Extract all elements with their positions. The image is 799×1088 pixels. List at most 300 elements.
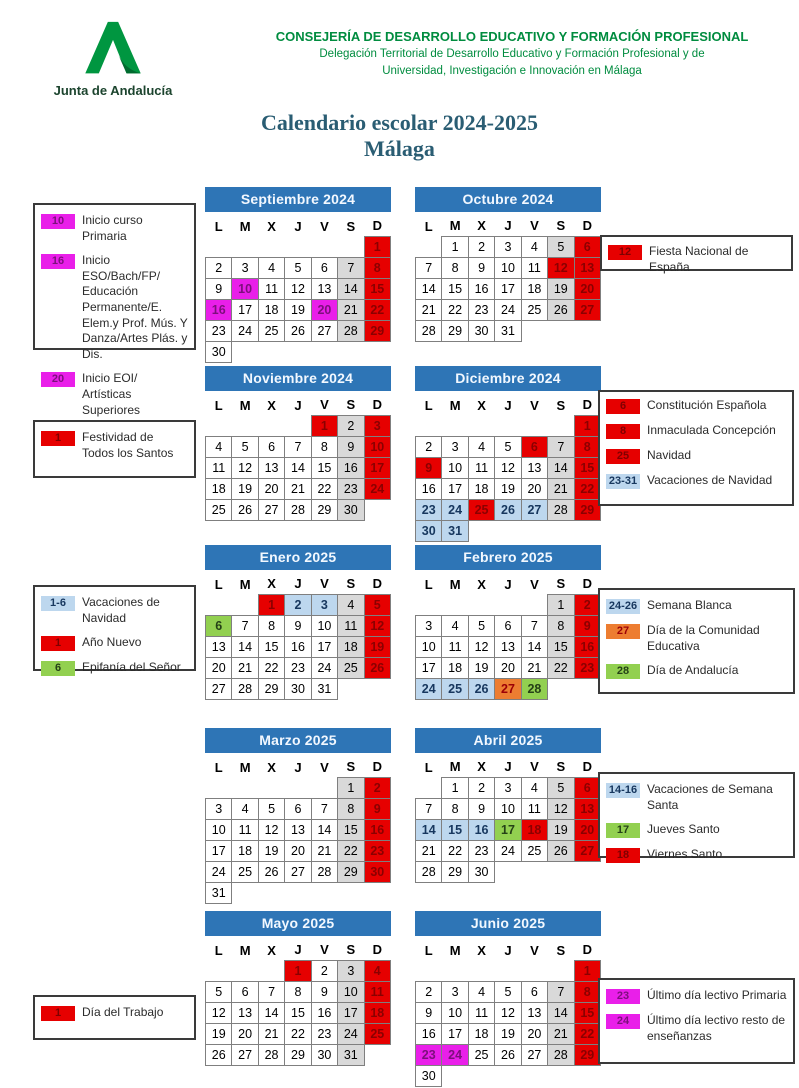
day-cell: 7 (232, 615, 258, 636)
day-cell: 31 (495, 320, 521, 341)
weekday-header: S (346, 397, 356, 413)
day-cell: 30 (416, 1065, 442, 1086)
weekday-header: L (214, 397, 223, 413)
weekday-header: D (582, 218, 592, 234)
weekday-header: M (449, 759, 461, 775)
empty-cell (232, 236, 258, 257)
day-cell: 11 (521, 257, 547, 278)
month-grid (205, 757, 391, 904)
legend-chip-blue: 14-16 (606, 783, 640, 798)
day-cell: 2 (416, 981, 442, 1002)
weekday-header: D (372, 576, 382, 592)
weekday-header: S (346, 576, 356, 592)
day-cell: 26 (206, 1044, 232, 1065)
day-cell: 7 (521, 615, 547, 636)
day-cell: 3 (311, 594, 337, 615)
day-cell: 24 (311, 657, 337, 678)
day-cell: 22 (548, 657, 574, 678)
weekday-header: D (372, 942, 382, 958)
weekday-header: V (320, 759, 329, 775)
day-cell: 23 (338, 478, 364, 499)
weekday-header: V (530, 218, 539, 234)
day-cell: 16 (206, 299, 232, 320)
day-cell: 13 (521, 1002, 547, 1023)
day-cell: 21 (285, 478, 311, 499)
day-cell: 23 (416, 1044, 442, 1065)
day-cell: 5 (232, 436, 258, 457)
day-cell: 17 (311, 636, 337, 657)
month-title: Abril 2025 (415, 728, 601, 753)
legend-text: Inicio curso Primaria (82, 213, 143, 243)
day-cell: 6 (574, 777, 600, 798)
legend-october (600, 235, 793, 274)
day-cell: 26 (364, 657, 390, 678)
day-cell: 19 (495, 478, 521, 499)
day-cell: 10 (364, 436, 390, 457)
weekday-header: J (504, 397, 512, 413)
empty-cell (232, 341, 258, 362)
legend-item (606, 988, 787, 1004)
legend-text: Vacaciones de Navidad (647, 473, 773, 487)
month-title: Octubre 2024 (415, 187, 601, 212)
day-cell: 10 (338, 981, 364, 1002)
empty-cell (232, 960, 258, 981)
weekday-header: J (294, 759, 302, 775)
month-grid (205, 574, 391, 700)
day-cell: 17 (495, 819, 521, 840)
empty-cell (548, 1065, 574, 1086)
weekday-header: D (582, 576, 592, 592)
day-cell: 4 (364, 960, 390, 981)
day-cell: 18 (258, 299, 284, 320)
empty-cell (364, 341, 390, 362)
day-cell: 3 (416, 615, 442, 636)
empty-cell (495, 1065, 521, 1086)
day-cell: 15 (548, 636, 574, 657)
weekday-header: J (294, 218, 302, 234)
day-cell: 2 (468, 236, 494, 257)
day-cell: 14 (338, 278, 364, 299)
weekday-header: X (477, 759, 486, 775)
empty-cell (206, 594, 232, 615)
legend-chip-magenta: 20 (41, 372, 75, 387)
month-grid (415, 940, 601, 1087)
legend-item (606, 847, 787, 863)
day-cell: 20 (232, 1023, 258, 1044)
logo-caption: Junta de Andalucía (53, 83, 173, 98)
day-cell: 1 (442, 236, 468, 257)
legend-item (41, 595, 188, 626)
day-cell: 23 (416, 499, 442, 520)
weekday-header: X (267, 397, 276, 413)
empty-cell (495, 960, 521, 981)
day-cell: 9 (468, 257, 494, 278)
weekday-header: L (214, 576, 223, 592)
day-cell: 12 (468, 636, 494, 657)
empty-cell (232, 777, 258, 798)
legend-text: Vacaciones de Semana Santa (647, 782, 773, 812)
day-cell: 8 (338, 798, 364, 819)
day-cell: 28 (258, 1044, 284, 1065)
org-line2: Delegación Territorial de Desarrollo Educativo y Formación Profesional y de (319, 47, 705, 60)
day-cell: 15 (285, 1002, 311, 1023)
day-cell: 5 (364, 594, 390, 615)
day-cell: 13 (574, 257, 600, 278)
page-title (0, 110, 799, 163)
weekday-header: L (424, 218, 433, 234)
empty-cell (442, 415, 468, 436)
day-cell: 27 (206, 678, 232, 699)
day-cell: 13 (495, 636, 521, 657)
day-cell: 21 (416, 840, 442, 861)
day-cell: 14 (416, 819, 442, 840)
legend-text: Inicio ESO/Bach/FP/ Educación Permanente/E. Elem.y Prof. Mús. Y Danza/Artes Plás. y Dis. (82, 253, 188, 361)
legend-chip-red: 1 (41, 636, 75, 651)
day-cell: 30 (468, 861, 494, 882)
day-cell: 2 (206, 257, 232, 278)
day-cell: 28 (416, 861, 442, 882)
day-cell: 21 (258, 1023, 284, 1044)
weekday-header: D (372, 218, 382, 234)
legend-may (33, 995, 196, 1040)
day-cell: 30 (311, 1044, 337, 1065)
day-cell: 23 (468, 840, 494, 861)
empty-cell (258, 415, 284, 436)
day-cell: 9 (311, 981, 337, 1002)
day-cell: 30 (416, 520, 442, 541)
weekday-header: V (320, 218, 329, 234)
day-cell: 4 (258, 257, 284, 278)
day-cell: 18 (468, 478, 494, 499)
day-cell: 17 (416, 657, 442, 678)
legend-january (33, 585, 196, 675)
weekday-header: S (556, 576, 566, 592)
day-cell: 24 (232, 320, 258, 341)
day-cell: 26 (548, 840, 574, 861)
day-cell: 25 (521, 299, 547, 320)
legend-item (608, 244, 785, 275)
day-cell: 11 (258, 278, 284, 299)
day-cell: 3 (442, 981, 468, 1002)
day-cell: 27 (574, 840, 600, 861)
day-cell: 12 (548, 798, 574, 819)
day-cell: 21 (416, 299, 442, 320)
day-cell: 16 (468, 819, 494, 840)
legend-chip-blue: 24-26 (606, 599, 640, 614)
day-cell: 25 (258, 320, 284, 341)
empty-cell (495, 594, 521, 615)
day-cell: 11 (364, 981, 390, 1002)
legend-item (606, 782, 787, 813)
day-cell: 9 (206, 278, 232, 299)
day-cell: 5 (548, 777, 574, 798)
month-grid (205, 216, 391, 363)
empty-cell (416, 777, 442, 798)
empty-cell (521, 594, 547, 615)
day-cell: 27 (521, 1044, 547, 1065)
day-cell: 29 (285, 1044, 311, 1065)
day-cell: 21 (232, 657, 258, 678)
empty-cell (521, 1065, 547, 1086)
empty-cell (206, 415, 232, 436)
empty-cell (468, 415, 494, 436)
day-cell: 28 (548, 499, 574, 520)
empty-cell (206, 777, 232, 798)
day-cell: 14 (416, 278, 442, 299)
legend-text: Semana Blanca (647, 598, 732, 612)
day-cell: 27 (521, 499, 547, 520)
day-cell: 22 (311, 478, 337, 499)
day-cell: 7 (416, 257, 442, 278)
legend-chip-green: 28 (606, 664, 640, 679)
day-cell: 25 (206, 499, 232, 520)
month-title: Diciembre 2024 (415, 366, 601, 391)
day-cell: 1 (574, 415, 600, 436)
legend-text: Festividad de Todos los Santos (82, 430, 174, 460)
weekday-header: M (239, 576, 251, 592)
page-title-line2: Málaga (364, 136, 435, 162)
month-noviembre-2024 (205, 366, 391, 521)
weekday-header: L (424, 576, 433, 592)
legend-text: Inicio EOI/ Artísticas Superiores (82, 371, 141, 417)
day-cell: 24 (442, 499, 468, 520)
empty-cell (364, 882, 390, 903)
empty-cell (285, 341, 311, 362)
legend-chip-red: 6 (606, 399, 640, 414)
empty-cell (416, 594, 442, 615)
legend-december (598, 390, 794, 506)
day-cell: 10 (311, 615, 337, 636)
weekday-header: M (239, 942, 251, 958)
empty-cell (442, 1065, 468, 1086)
day-cell: 26 (232, 499, 258, 520)
weekday-header: J (294, 397, 302, 413)
empty-cell (311, 777, 337, 798)
weekday-header: S (346, 759, 356, 775)
day-cell: 29 (311, 499, 337, 520)
empty-cell (258, 341, 284, 362)
legend-chip-magenta: 23 (606, 989, 640, 1004)
day-cell: 20 (495, 657, 521, 678)
day-cell: 24 (495, 299, 521, 320)
legend-item (606, 1013, 787, 1044)
legend-november (33, 420, 196, 478)
day-cell: 9 (338, 436, 364, 457)
day-cell: 4 (232, 798, 258, 819)
empty-cell (206, 960, 232, 981)
weekday-header: L (214, 942, 223, 958)
day-cell: 1 (338, 777, 364, 798)
day-cell: 13 (574, 798, 600, 819)
day-cell: 9 (416, 457, 442, 478)
empty-cell (574, 520, 600, 541)
day-cell: 15 (364, 278, 390, 299)
day-cell: 23 (206, 320, 232, 341)
day-cell: 11 (206, 457, 232, 478)
day-cell: 23 (574, 657, 600, 678)
junta-de-andalucia-logo-block (38, 18, 188, 98)
day-cell: 12 (495, 1002, 521, 1023)
weekday-header: M (449, 397, 461, 413)
day-cell: 22 (285, 1023, 311, 1044)
day-cell: 15 (574, 1002, 600, 1023)
day-cell: 1 (258, 594, 284, 615)
day-cell: 24 (442, 1044, 468, 1065)
day-cell: 31 (206, 882, 232, 903)
month-septiembre-2024 (205, 187, 391, 363)
empty-cell (521, 861, 547, 882)
month-title: Septiembre 2024 (205, 187, 391, 212)
month-title: Enero 2025 (205, 545, 391, 570)
empty-cell (285, 415, 311, 436)
day-cell: 28 (232, 678, 258, 699)
legend-item (41, 430, 188, 461)
day-cell: 8 (442, 798, 468, 819)
empty-cell (338, 341, 364, 362)
weekday-header: S (346, 942, 356, 958)
weekday-header: M (239, 759, 251, 775)
day-cell: 20 (574, 819, 600, 840)
empty-cell (416, 236, 442, 257)
legend-april (598, 772, 795, 862)
day-cell: 18 (468, 1023, 494, 1044)
day-cell: 15 (258, 636, 284, 657)
empty-cell (206, 236, 232, 257)
legend-text: Inmaculada Concepción (647, 423, 776, 437)
weekday-header: J (504, 576, 512, 592)
month-grid (205, 940, 391, 1066)
day-cell: 12 (495, 457, 521, 478)
day-cell: 28 (416, 320, 442, 341)
day-cell: 14 (548, 1002, 574, 1023)
day-cell: 27 (495, 678, 521, 699)
legend-text: Vacaciones de Navidad (82, 595, 160, 625)
day-cell: 18 (521, 278, 547, 299)
weekday-header: M (449, 576, 461, 592)
empty-cell (574, 1065, 600, 1086)
day-cell: 10 (206, 819, 232, 840)
day-cell: 18 (364, 1002, 390, 1023)
empty-cell (468, 594, 494, 615)
day-cell: 10 (495, 798, 521, 819)
legend-item (41, 253, 188, 362)
empty-cell (285, 777, 311, 798)
day-cell: 8 (574, 981, 600, 1002)
empty-cell (232, 415, 258, 436)
empty-cell (521, 415, 547, 436)
day-cell: 16 (416, 1023, 442, 1044)
empty-cell (232, 882, 258, 903)
day-cell: 29 (338, 861, 364, 882)
day-cell: 30 (364, 861, 390, 882)
month-febrero-2025 (415, 545, 601, 700)
day-cell: 24 (364, 478, 390, 499)
legend-item (606, 822, 787, 838)
legend-text: Viernes Santo (647, 847, 723, 862)
weekday-header: L (424, 942, 433, 958)
weekday-header: M (449, 218, 461, 234)
day-cell: 27 (232, 1044, 258, 1065)
day-cell: 20 (258, 478, 284, 499)
day-cell: 25 (442, 678, 468, 699)
org-line1: CONSEJERÍA DE DESARROLLO EDUCATIVO Y FORMACIÓN PROFESIONAL (275, 29, 749, 44)
day-cell: 11 (232, 819, 258, 840)
empty-cell (468, 520, 494, 541)
day-cell: 7 (338, 257, 364, 278)
day-cell: 4 (442, 615, 468, 636)
day-cell: 2 (311, 960, 337, 981)
day-cell: 2 (574, 594, 600, 615)
day-cell: 23 (285, 657, 311, 678)
legend-item (41, 1005, 188, 1021)
day-cell: 29 (258, 678, 284, 699)
day-cell: 11 (442, 636, 468, 657)
day-cell: 17 (338, 1002, 364, 1023)
day-cell: 13 (206, 636, 232, 657)
legend-february (598, 588, 795, 694)
legend-chip-magenta: 24 (606, 1014, 640, 1029)
org-header (272, 28, 752, 80)
day-cell: 16 (416, 478, 442, 499)
day-cell: 9 (574, 615, 600, 636)
weekday-header: J (504, 218, 512, 234)
weekday-header: D (372, 759, 382, 775)
day-cell: 31 (311, 678, 337, 699)
day-cell: 22 (338, 840, 364, 861)
day-cell: 6 (495, 615, 521, 636)
day-cell: 20 (521, 478, 547, 499)
day-cell: 12 (206, 1002, 232, 1023)
day-cell: 26 (495, 499, 521, 520)
day-cell: 17 (232, 299, 258, 320)
empty-cell (338, 236, 364, 257)
weekday-header: X (477, 218, 486, 234)
legend-text: Fiesta Nacional de España (649, 244, 749, 274)
day-cell: 5 (285, 257, 311, 278)
legend-chip-red: 8 (606, 424, 640, 439)
day-cell: 23 (311, 1023, 337, 1044)
day-cell: 25 (364, 1023, 390, 1044)
empty-cell (548, 415, 574, 436)
day-cell: 26 (548, 299, 574, 320)
day-cell: 18 (442, 657, 468, 678)
empty-cell (364, 1044, 390, 1065)
month-mayo-2025 (205, 911, 391, 1066)
day-cell: 7 (311, 798, 337, 819)
day-cell: 24 (495, 840, 521, 861)
empty-cell (364, 678, 390, 699)
day-cell: 25 (338, 657, 364, 678)
month-marzo-2025 (205, 728, 391, 904)
empty-cell (258, 960, 284, 981)
day-cell: 24 (206, 861, 232, 882)
weekday-header: S (556, 218, 566, 234)
day-cell: 15 (338, 819, 364, 840)
day-cell: 14 (232, 636, 258, 657)
day-cell: 7 (416, 798, 442, 819)
day-cell: 1 (442, 777, 468, 798)
day-cell: 18 (232, 840, 258, 861)
day-cell: 17 (442, 478, 468, 499)
day-cell: 30 (338, 499, 364, 520)
day-cell: 20 (521, 1023, 547, 1044)
weekday-header: V (320, 576, 329, 592)
day-cell: 29 (442, 320, 468, 341)
weekday-header: M (239, 218, 251, 234)
day-cell: 25 (468, 499, 494, 520)
weekday-header: X (477, 942, 486, 958)
legend-text: Último día lectivo resto de enseñanzas (647, 1013, 786, 1043)
